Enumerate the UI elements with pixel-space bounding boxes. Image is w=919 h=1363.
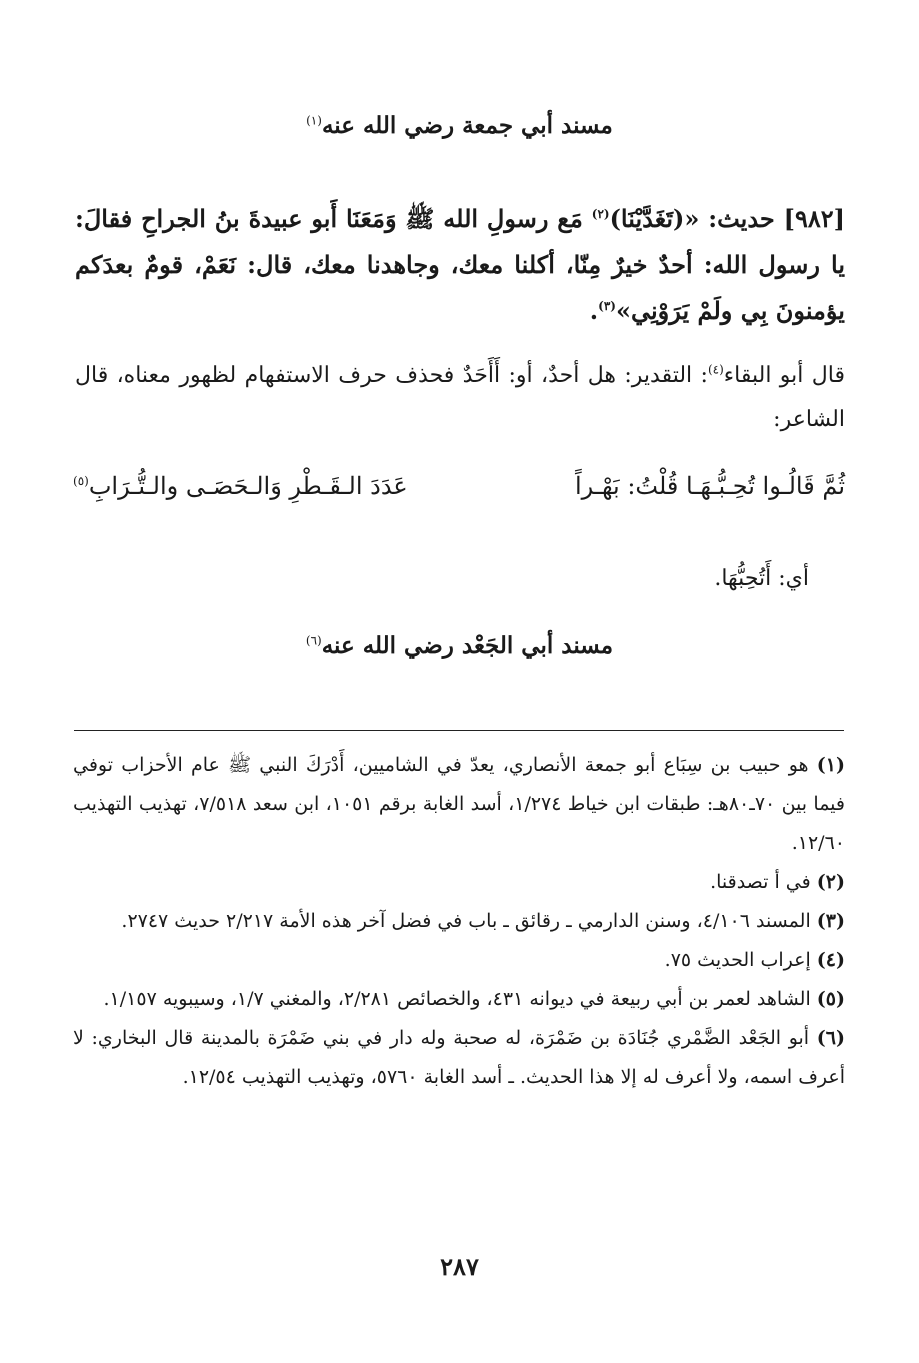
footnote-text: إعراب الحديث ٧٥. xyxy=(664,949,811,971)
section-heading-abu-al-jad xyxy=(0,632,919,659)
verse-second-hemistich: عَدَدَ الـقَـطْرِ وَالـحَصَـى والـتُّـرَابِ xyxy=(88,472,408,500)
footnote-number: (٦) xyxy=(816,1027,845,1049)
footnote-ref: (٥) xyxy=(73,474,89,488)
verse-second-hemistich-wrap xyxy=(73,472,408,500)
footnote xyxy=(73,941,845,980)
footnote-ref: (٣) xyxy=(598,299,616,313)
footnote-divider xyxy=(74,730,844,731)
hadith-part-1: [٩٨٢] حديث: «(تَغَدَّيْنَا) xyxy=(609,204,845,233)
footnote-text: المسند ٤/١٠٦، وسنن الدارمي ـ رقائق ـ باب في فضل آخر هذه الأمة ٢/٢١٧ حديث ٢٧٤٧. xyxy=(121,910,811,932)
page-number: ٢٨٧ xyxy=(440,1252,479,1281)
commentary-part-2: : التقدير: هل أحدٌ، أو: أَأَحَدٌ فحذف حرف الاستفهام لظهور معناه، قال الشاعر: xyxy=(75,363,845,432)
footnote-number: (١) xyxy=(816,754,845,776)
footnote-ref: (١) xyxy=(306,113,322,128)
footnote-text: في أ تصدقنا. xyxy=(710,871,811,893)
footnote-ref: (٤) xyxy=(707,362,724,377)
footnote-number: (٥) xyxy=(816,988,845,1010)
hadith-part-3: . xyxy=(589,296,599,325)
footnote xyxy=(73,1019,845,1097)
footnote xyxy=(73,980,845,1019)
footnote xyxy=(73,902,845,941)
hadith-text xyxy=(75,196,845,334)
verse-explanation: أي: أَتُحِبُّهَا. xyxy=(714,566,809,591)
footnote-number: (٣) xyxy=(816,910,845,932)
footnote-number: (٤) xyxy=(816,949,845,971)
footnote-number: (٢) xyxy=(816,871,845,893)
commentary-paragraph xyxy=(75,354,845,442)
footnote-text: أبو الجَعْد الضَّمْري جُنَادَة بن ضَمْرَة، له صحبة وله دار في بني ضَمْرَة بالمدينة قال البخاري: لا أعرف اسمه، ولا أعرف له إلا هذا الحديث. ـ أسد الغابة ٥٧٦٠، وتهذيب التهذيب ١٢/٥٤. xyxy=(73,1027,845,1088)
footnote xyxy=(73,863,845,902)
footnote xyxy=(73,746,845,863)
hadith-part-2: مَع رسولِ الله ﷺ وَمَعَنَا أَبو عبيدةَ بنُ الجراحِ فقالَ: يا رسول الله: أحدٌ خيرٌ مِنّا، أكلنا معك، وجاهدنا معك، قال: نَعَمْ، قومٌ بعدَكم يؤمنونَ بِي ولَمْ يَرَوْنِي» xyxy=(75,204,845,325)
footnotes xyxy=(73,746,845,1097)
poetry-verse xyxy=(73,472,845,512)
footnote-ref: (٦) xyxy=(305,633,322,648)
footnote-ref: (٢) xyxy=(591,207,610,221)
verse-first-hemistich: ثُمَّ قَالُـوا تُحِـبُّـهَـا قُلْتُ: بَهْـراً xyxy=(575,472,845,500)
footnote-text: الشاهد لعمر بن أبي ربيعة في ديوانه ٤٣١، والخصائص ٢/٢٨١، والمغني ١/٧، وسيبويه ١/١٥٧. xyxy=(103,988,811,1010)
footnote-text: هو حبيب بن سِبَاع أبو جمعة الأنصاري، يعدّ في الشاميين، أَدْرَكَ النبي ﷺ عام الأحزاب توفي فيما بين ٧٠ـ٨٠هـ: طبقات ابن خياط ١/٢٧٤، أسد الغابة برقم ١٠٥١، ابن سعد ٧/٥١٨، تهذيب التهذيب ١٢/٦٠. xyxy=(73,754,846,854)
section-heading-abu-jumah xyxy=(0,112,919,139)
commentary-part-1: قال أبو البقاء xyxy=(723,363,845,388)
heading-text: مسند أبي جمعة رضي الله عنه xyxy=(321,112,613,139)
heading-text: مسند أبي الجَعْد رضي الله عنه xyxy=(321,632,614,659)
